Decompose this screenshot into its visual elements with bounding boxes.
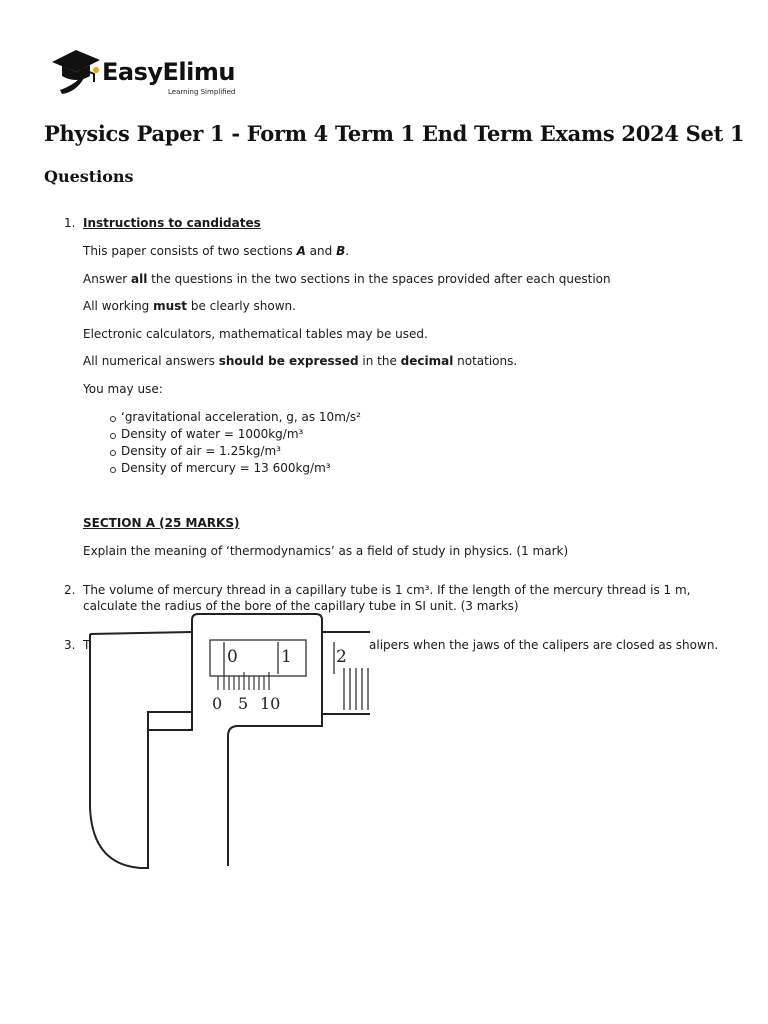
vernier-scale-label: 0 [212,694,223,713]
constant-item: ‘gravitational acceleration, g, as 10m/s² [121,410,361,424]
main-scale-label: 2 [336,647,347,667]
brand-logo [50,44,250,100]
question-1-text: Explain the meaning of ‘thermodynamics’ as a field of study in physics. (1 mark) [83,544,569,558]
question-2-line-2: calculate the radius of the bore of the capillary tube in SI unit. (3 marks) [83,599,519,613]
instructions-heading: Instructions to candidates [83,216,261,230]
question-number: 1. [64,216,76,230]
instruction-line-you-may-use: You may use: [83,382,163,396]
graduation-cap-icon [50,44,100,100]
brand-tagline: Learning Simplified [168,88,236,96]
instruction-line-sections: This paper consists of two sections A and B. [83,244,350,258]
brand-name: EasyElimu [102,58,235,86]
instruction-line-numerical: All numerical answers should be expressed in the decimal notations. [83,354,518,368]
instruction-line-calculators: Electronic calculators, mathematical tables may be used. [83,327,428,341]
question-3-text: alipers when the jaws of the calipers are closed as shown. [369,638,719,652]
bullet-icon [110,433,116,439]
vernier-scale-label: 5 [238,694,249,713]
page-title: Physics Paper 1 - Form 4 Term 1 End Term Exams 2024 Set 1 [44,121,745,146]
question-3-start: T [83,638,91,652]
section-subtitle: Questions [44,167,134,186]
section-a-heading: SECTION A (25 MARKS) [83,516,240,530]
question-number: 3. [64,638,76,652]
constant-item: Density of water = 1000kg/m³ [121,427,304,441]
instruction-line-answer: Answer all the questions in the two sections in the spaces provided after each question [83,272,611,286]
bullet-icon [110,450,116,456]
main-scale-label: 1 [281,647,292,667]
vernier-scale-label: 10 [260,694,281,713]
instruction-line-working: All working must be clearly shown. [83,299,296,313]
bullet-icon [110,467,116,473]
question-number: 2. [64,583,76,597]
vernier-caliper-figure [88,612,372,872]
constant-item: Density of air = 1.25kg/m³ [121,444,281,458]
main-scale-label: 0 [227,647,238,667]
bullet-icon [110,416,116,422]
question-2-line-1: The volume of mercury thread in a capillary tube is 1 cm³. If the length of the mercury thread is 1 m, [83,583,691,597]
constant-item: Density of mercury = 13 600kg/m³ [121,461,331,475]
